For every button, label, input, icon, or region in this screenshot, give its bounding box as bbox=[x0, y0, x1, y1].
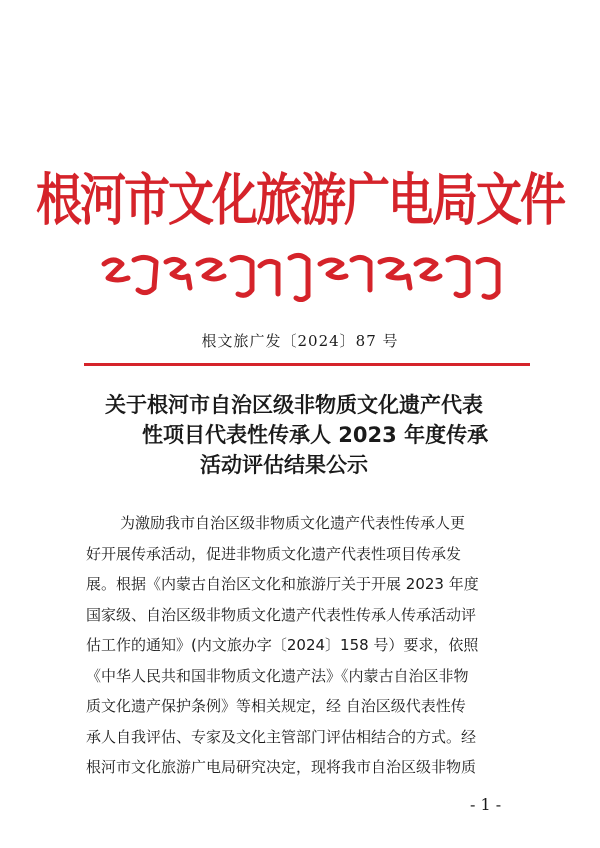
mongolian-script-line bbox=[100, 244, 510, 302]
page-number: - 1 - bbox=[470, 795, 502, 814]
body-line: 估工作的通知》(内文旅办字〔2024〕158 号）要求，依照 bbox=[86, 636, 479, 654]
body-line: 《中华人民共和国非物质文化遗产法》《内蒙古自治区非物 bbox=[86, 666, 469, 685]
body-paragraph bbox=[86, 508, 520, 783]
body-line: 好开展传承活动，促进非物质文化遗产代表性项目传承发 bbox=[86, 544, 462, 563]
title-line-2: 性项目代表性传承人 2023 年度传承 bbox=[142, 423, 489, 447]
body-line: 承人自我评估、专家及文化主管部门评估相结合的方式。经 bbox=[86, 727, 477, 746]
body-line: 为激励我市自治区级非物质文化遗产代表性传承人更 bbox=[120, 514, 466, 532]
masthead-title: 根河市文化旅游广电局文件 bbox=[36, 167, 564, 233]
title-line-1: 关于根河市自治区级非物质文化遗产代表 bbox=[105, 393, 483, 417]
document-number: 根文旅广发〔2024〕87 号 bbox=[201, 332, 399, 350]
body-line: 国家级、自治区级非物质文化遗产代表性传承人传承活动评 bbox=[86, 605, 477, 624]
body-line: 质文化遗产保护条例》等相关规定，经 自治区级代表性传 bbox=[86, 697, 466, 715]
title-line-3: 活动评估结果公示 bbox=[200, 453, 368, 477]
document-title bbox=[95, 390, 525, 480]
body-line: 根河市文化旅游广电局研究决定，现将我市自治区级非物质 bbox=[86, 758, 477, 776]
body-line: 展。根据《内蒙古自治区文化和旅游厅关于开展 2023 年度 bbox=[86, 575, 479, 593]
red-divider-rule bbox=[84, 363, 530, 366]
